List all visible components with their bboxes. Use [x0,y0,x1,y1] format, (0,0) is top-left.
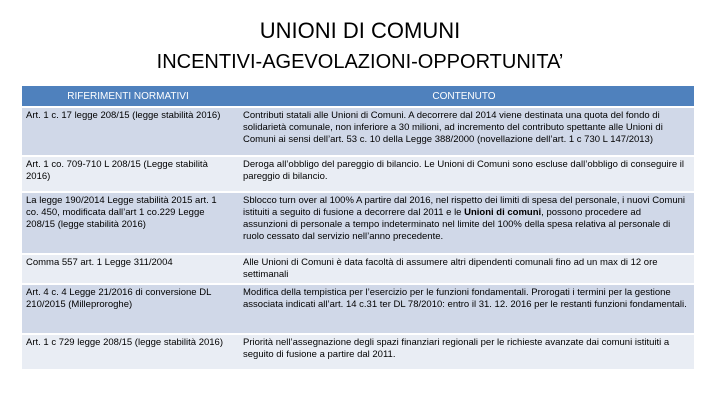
table-row [22,192,694,254]
content-cell: Priorità nell’assegnazione degli spazi finanziari regionali per le richieste avanzate dai comuni istituiti a seguito di fusione a partire dal 2011. [234,334,694,370]
content-cell: Alle Unioni di Comuni è data facoltà di assumere altri dipendenti comunali fino ad un max di 12 ore settimanali [234,254,694,284]
content-cell [234,192,694,254]
header-contenuto: CONTENUTO [234,86,694,107]
content-bold-text: Unioni di comuni [464,207,542,218]
table-row [22,284,694,334]
content-text: , possono procedere ad assunzioni di personale a tempo indeterminato nel limite del 100% della spesa relativa al personale di ruolo cessato dal servizio nell’anno precedente. [243,207,671,242]
content-text: Sblocco turn over al 100% A partire dal 2016, nel rispetto dei limiti di spesa del personale, i nuovi Comuni istituiti a seguito di fusione a decorrere dal 2011 e le [243,195,686,218]
table-header-row [22,86,694,107]
content-cell: Contributi statali alle Unioni di Comuni. A decorrere dal 2014 viene destinata una quota del fondo di solidarietà comunale, non inferiore a 30 milioni, ad incremento del contributo spettante alle Unioni di Comuni ai sensi dell’art. 53 c. 10 della Legge 388/2000 (novellazione dell’art. 1 c 730 L 147/2013) [234,107,694,156]
page-title: UNIONI DI COMUNI [259,18,461,43]
table-row [22,334,694,370]
table-row [22,254,694,284]
reference-cell: Comma 557 art. 1 Legge 311/2004 [22,254,234,284]
reference-cell: La legge 190/2014 Legge stabilità 2015 art. 1 co. 450, modificata dall’art 1 co.229 Legge 208/15 (legge stabilità 2016) [22,192,234,254]
norms-table [22,86,694,371]
content-cell: Modifica della tempistica per l’esercizio per le funzioni fondamentali. Prorogati i termini per la gestione associata indicati all’art. 14 c.31 ter DL 78/2010: entro il 31. 12. 2016 per le restanti funzioni fondamentali. [234,284,694,334]
reference-cell: Art. 1 co. 709-710 L 208/15 (Legge stabilità 2016) [22,156,234,192]
page-subtitle: INCENTIVI-AGEVOLAZIONI-OPPORTUNITA’ [156,51,564,73]
table-row [22,107,694,156]
table-row [22,156,694,192]
header-riferimenti: RIFERIMENTI NORMATIVI [22,86,234,107]
reference-cell: Art. 1 c 729 legge 208/15 (legge stabilità 2016) [22,334,234,370]
content-cell: Deroga all’obbligo del pareggio di bilancio. Le Unioni di Comuni sono escluse dall’obbligo di conseguire il pareggio di bilancio. [234,156,694,192]
reference-cell: Art. 4 c. 4 Legge 21/2016 di conversione DL 210/2015 (Milleproroghe) [22,284,234,334]
reference-cell: Art. 1 c. 17 legge 208/15 (legge stabilità 2016) [22,107,234,156]
